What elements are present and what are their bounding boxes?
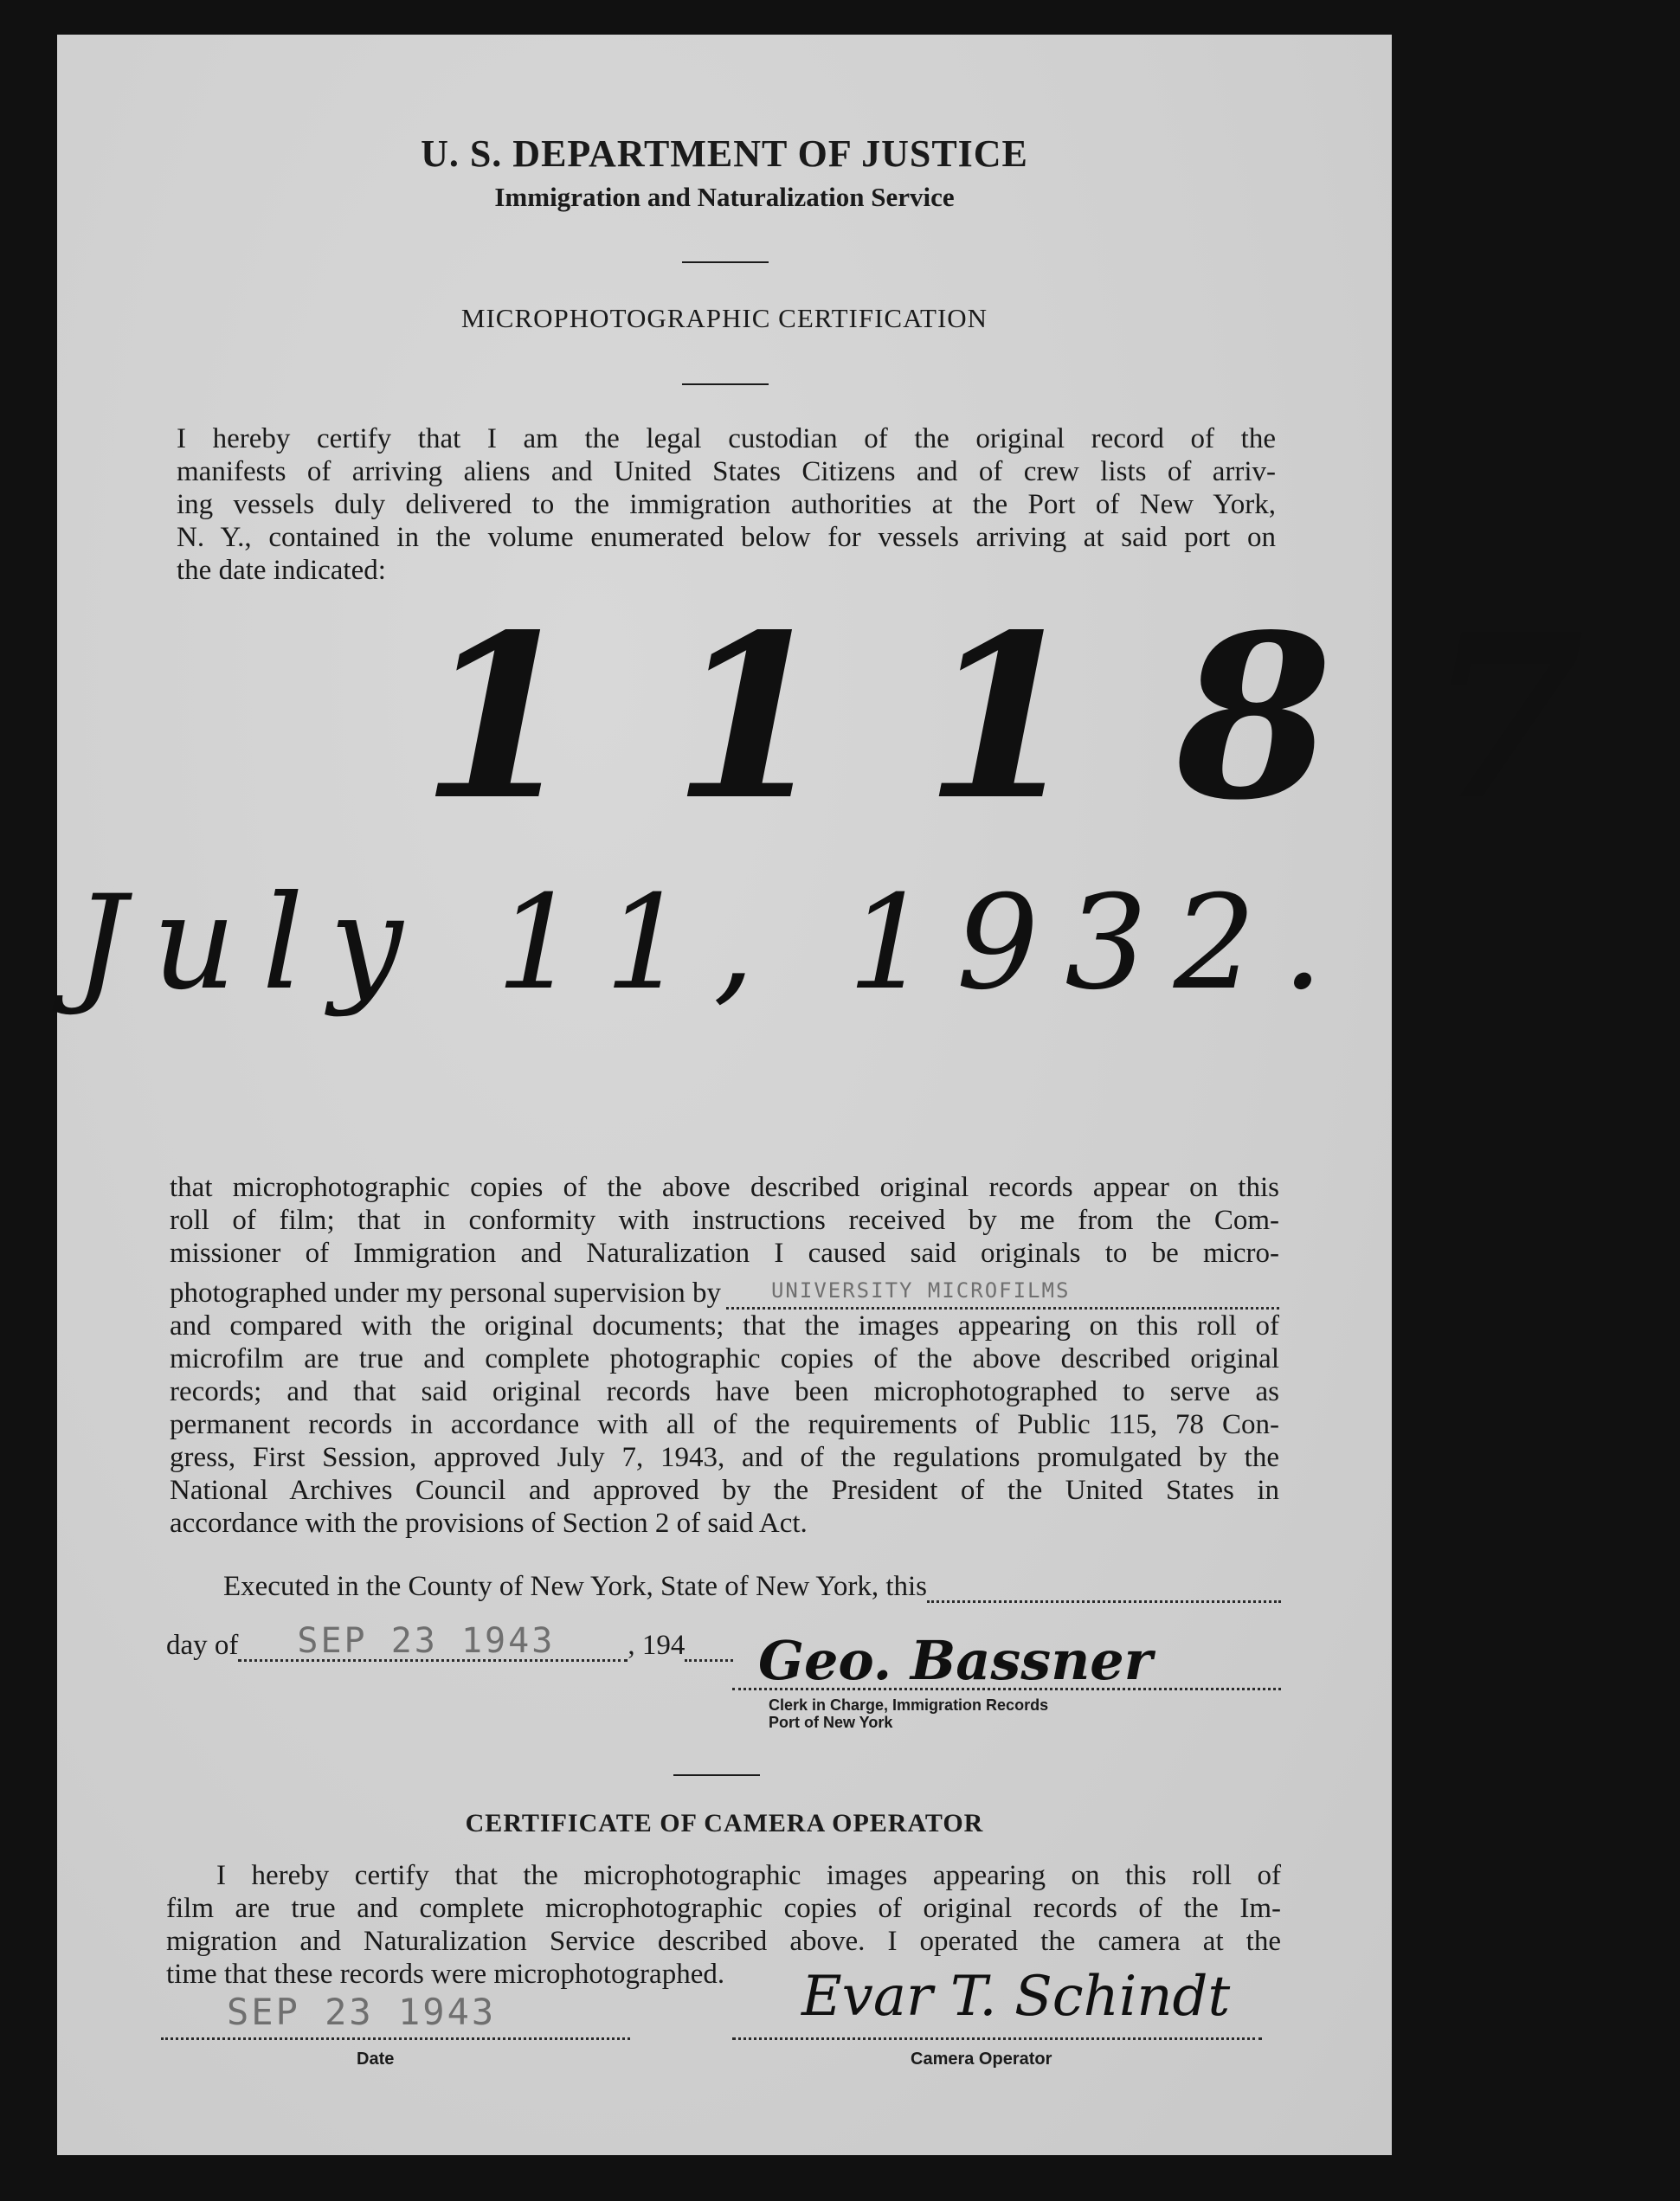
agency-subtitle: Immigration and Naturalization Service: [494, 182, 955, 212]
text-line: microfilm are true and complete photographic copies of the above described original: [170, 1343, 1279, 1374]
supervision-prefix: photographed under my personal supervision by: [170, 1277, 721, 1309]
camera-date-stamp: SEP 23 1943: [227, 1991, 497, 2033]
supervision-line: [170, 1277, 1279, 1310]
clerk-title: Clerk in Charge, Immigration Records: [769, 1696, 1049, 1714]
supervisor-stamp: UNIVERSITY MICROFILMS: [770, 1278, 1071, 1303]
signature-line: [732, 1688, 1281, 1690]
intro-paragraph: [177, 422, 1276, 587]
divider: [682, 261, 769, 263]
text-line: migration and Naturalization Service described above. I operated the camera at the: [166, 1926, 1281, 1957]
text-line: roll of film; that in conformity with instructions received by me from the Com-: [170, 1205, 1279, 1236]
text-line: permanent records in accordance with all of the requirements of Public 115, 78 Con-: [170, 1409, 1279, 1440]
certificate-sheet: [57, 35, 1680, 2155]
divider: [673, 1774, 760, 1776]
text-line: and compared with the original documents; that the images appearing on this roll of: [170, 1310, 1279, 1342]
executed-day-field: [927, 1578, 1281, 1603]
executed-line: [223, 1570, 1281, 1603]
year-field: [685, 1637, 733, 1662]
text-line: that microphotographic copies of the above described original records appear on this: [170, 1172, 1279, 1203]
text-line: I hereby certify that I am the legal custodian of the original record of the: [177, 423, 1276, 454]
text-line: gress, First Session, approved July 7, 1943, and of the regulations promulgated by the: [170, 1442, 1279, 1473]
year-label: , 194: [628, 1630, 686, 1661]
camera-heading: CERTIFICATE OF CAMERA OPERATOR: [465, 1809, 984, 1837]
divider: [682, 383, 769, 385]
text-line: National Archives Council and approved by the President of the United States in: [170, 1475, 1279, 1506]
operator-line: [732, 2037, 1262, 2040]
day-of-line: [166, 1621, 807, 1662]
operator-signature: Evar T. Schindt: [801, 1965, 1231, 2029]
text-line: accordance with the provisions of Section 2 of said Act.: [170, 1508, 808, 1539]
arrival-date-handwritten: July 11, 1932.: [74, 868, 1349, 1019]
date-line: [161, 2037, 630, 2040]
operator-label: Camera Operator: [911, 2050, 1052, 2069]
text-line: missioner of Immigration and Naturalization I caused said originals to be micro-: [170, 1238, 1279, 1269]
supervisor-field: [726, 1278, 1279, 1310]
text-line: film are true and complete microphotographic copies of original records of the Im-: [166, 1893, 1281, 1924]
day-of-field: [238, 1621, 628, 1662]
text-line: I hereby certify that the microphotographic images appearing on this roll of: [216, 1860, 1281, 1891]
date-label: Date: [357, 2050, 395, 2069]
executed-text: Executed in the County of New York, State of New York, this: [223, 1571, 928, 1602]
clerk-signature: Geo. Bassner: [758, 1629, 1153, 1692]
date-stamp: SEP 23 1943: [297, 1621, 556, 1661]
text-line: ing vessels duly delivered to the immigration authorities at the Port of New York,: [177, 489, 1276, 520]
department-title: U. S. DEPARTMENT OF JUSTICE: [421, 132, 1028, 175]
text-line: the date indicated:: [177, 555, 386, 586]
text-line: N. Y., contained in the volume enumerated below for vessels arriving at said port on: [177, 522, 1276, 553]
text-line: manifests of arriving aliens and United States Citizens and of crew lists of arriv-: [177, 456, 1276, 487]
section-title: MICROPHOTOGRAPHIC CERTIFICATION: [460, 303, 988, 333]
text-line: records; and that said original records have been microphotographed to serve as: [170, 1376, 1279, 1407]
body-paragraph: [170, 1171, 1279, 1540]
day-of-label: day of: [166, 1630, 239, 1661]
text-line: time that these records were microphotographed.: [166, 1959, 725, 1990]
volume-number-handwritten: 11187: [421, 586, 1680, 850]
clerk-port: Port of New York: [769, 1714, 893, 1731]
